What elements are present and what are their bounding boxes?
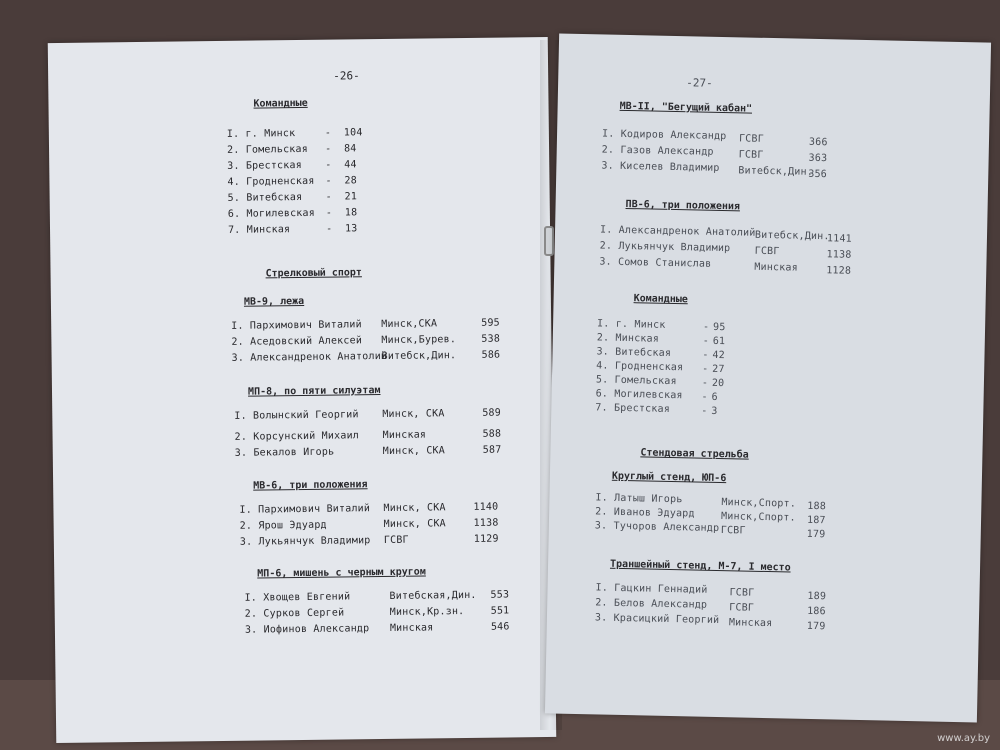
team-name: 7. Минская [227,224,291,236]
athlete-score: 179 [806,528,826,541]
athlete-name: I. Александренок Анатолий [599,224,756,239]
athlete-club: Минск, СКА [383,518,446,531]
team-dash: - [702,335,710,347]
athlete-club: Минская [728,617,773,630]
team-dash: - [325,175,332,187]
team-points: 104 [343,127,363,139]
team-dash: - [701,377,709,389]
athlete-name: 3. Киселев Владимир [601,160,720,174]
section-title: МВ-6, три положения [253,479,368,492]
athlete-club: Минская [389,622,434,634]
athlete-club: Витебск,Дин. [381,350,457,363]
athlete-name: 2. Лукьянчук Владимир [599,240,731,255]
athlete-name: 3. Красицкий Георгий [594,612,720,627]
team-name: 7. Брестская [595,402,671,415]
team-dash: - [701,405,708,417]
athlete-score: 588 [482,428,502,440]
team-name: 3. Витебская [596,346,672,359]
athlete-score: 189 [807,590,827,603]
athlete-name: 2. Ярош Эдуард [239,519,327,532]
right-page [545,34,991,723]
section-title: Траншейный стенд, М-7, I место [609,558,791,574]
athlete-club: ГСВГ [720,525,746,537]
athlete-club: Минск,Бурев. [381,334,457,347]
team-name: 6. Могилевская [227,207,316,220]
athlete-score: 589 [482,407,502,419]
athlete-name: 2. Белов Александр [595,597,708,611]
athlete-name: 3. Иофинов Александр [244,623,370,636]
athlete-name: I. Волынский Георгий [234,409,359,422]
athlete-score: 188 [807,500,827,513]
athlete-score: 186 [807,605,826,618]
athlete-name: 2. Корсунский Михаил [234,430,360,443]
athlete-score: 363 [808,152,828,165]
section-title: МП-6, мишень с черным кругом [257,566,426,580]
athlete-club: Минск,Спорт. [721,497,797,510]
athlete-name: I. Гацкин Геннадий [595,582,708,596]
sport-title: Стендовая стрельба [640,447,749,461]
team-dash: - [702,349,709,361]
team-name: 2. Гомельская [226,143,309,156]
team-dash: - [325,159,332,171]
team-points: 13 [344,223,358,235]
athlete-score: 1138 [826,249,852,261]
athlete-score: 1129 [473,533,499,545]
athlete-name: 3. Сомов Станислав [599,256,712,270]
athlete-club: Минск, СКА [382,408,445,421]
athlete-name: I. Пархимович Виталий [231,319,362,332]
sport-title: Стрелковый спорт [265,267,362,280]
athlete-score: 1128 [826,265,852,277]
athlete-name: I. Кодиров Александр [601,128,727,143]
athlete-club: Минская [754,261,798,274]
page-number: -27- [686,76,713,90]
athlete-score: 586 [481,349,501,361]
section-title: МВ-II, "Бегущий кабан" [619,100,753,115]
athlete-club: Витебск,Дин. [754,229,830,243]
athlete-score: 595 [481,317,500,329]
team-dash: - [324,127,332,139]
athlete-club: Минск,Спорт. [720,511,796,524]
watermark: www.ay.by [937,733,990,744]
athlete-club: Минск,Кр.зн. [389,606,465,618]
team-points: 28 [344,175,357,187]
left-page [48,37,557,743]
page-number: -26- [333,69,360,83]
athlete-name: 3. Лукьянчук Владимир [239,535,371,548]
athlete-club: ГСВГ [729,587,755,599]
team-points: 3 [711,405,718,417]
team-dash: - [325,223,333,235]
section-title: Круглый стенд, ЮП-6 [611,470,727,485]
athlete-club: Минская [382,429,427,442]
athlete-club: ГСВГ [729,602,755,614]
team-name: 5. Витебская [227,191,303,204]
athlete-score: 1138 [473,517,499,529]
team-name: I. г. Минск [596,318,666,331]
athlete-name: 3. Александренок Анатолий [231,350,388,364]
team-points: 84 [343,143,357,155]
section-title: МП-8, по пяти силуэтам [247,385,381,398]
athlete-club: ГСВГ [383,534,409,547]
athlete-score: 1141 [826,233,852,245]
athlete-club: Минск, СКА [382,445,446,458]
athlete-name: I. Хвощев Евгений [244,591,351,604]
team-dash: - [701,391,708,403]
athlete-score: 366 [808,136,828,149]
team-title: Командные [633,293,688,306]
athlete-score: 356 [808,168,828,181]
athlete-score: 546 [490,621,510,633]
athlete-name: I. Пархимович Виталий [239,503,371,516]
athlete-score: 587 [482,444,502,456]
team-points: 61 [712,335,726,348]
athlete-name: 2. Аседовский Алексей [231,335,363,348]
athlete-score: 179 [806,620,826,633]
athlete-name: 2. Газов Александр [601,144,714,158]
team-name: 3. Брестская [227,159,302,172]
athlete-score: 551 [490,605,510,617]
team-dash: - [324,143,332,155]
team-points: 42 [712,349,726,362]
athlete-club: Витебская,Дин. [389,589,477,602]
team-name: 4. Гродненская [227,175,315,188]
team-points: 6 [711,391,718,403]
athlete-name: 2. Сурков Сергей [244,607,345,620]
team-name: I. г. Минск [226,128,296,140]
athlete-name: 3. Бекалов Игорь [234,446,335,459]
team-points: 18 [344,207,358,219]
section-title: ПВ-6, три положения [625,198,741,213]
section-title: МВ-9, лежа [243,295,305,308]
team-points: 21 [344,191,358,203]
athlete-club: Витебск,Дин. [738,165,814,178]
team-dash: - [702,363,709,375]
team-name: 5. Гомельская [595,374,677,388]
staple-top [544,226,554,256]
team-dash: - [325,207,333,219]
team-name: 6. Могилевская [595,388,683,402]
team-dash: - [702,321,710,333]
athlete-club: ГСВГ [738,149,764,161]
team-points: 27 [712,363,725,376]
team-points: 44 [344,159,357,171]
athlete-name: 3. Тучоров Александр [594,520,720,535]
athlete-score: 187 [806,514,826,527]
athlete-score: 1140 [473,501,499,513]
team-title: Командные [253,97,308,110]
team-dash: - [325,191,332,203]
athlete-club: Минск,СКА [381,318,438,331]
athlete-name: 2. Иванов Эдуард [595,506,695,520]
team-points: 20 [711,377,725,390]
athlete-score: 538 [481,333,501,345]
athlete-club: Минск, СКА [383,502,446,515]
athlete-club: ГСВГ [738,133,765,145]
team-name: 4. Гродненская [596,360,684,374]
team-name: 2. Минская [596,332,660,345]
team-row [227,128,296,140]
team-points: 95 [712,321,726,334]
athlete-club: ГСВГ [754,245,780,258]
athlete-score: 553 [490,589,510,601]
athlete-name: I. Латыш Игорь [595,492,683,506]
